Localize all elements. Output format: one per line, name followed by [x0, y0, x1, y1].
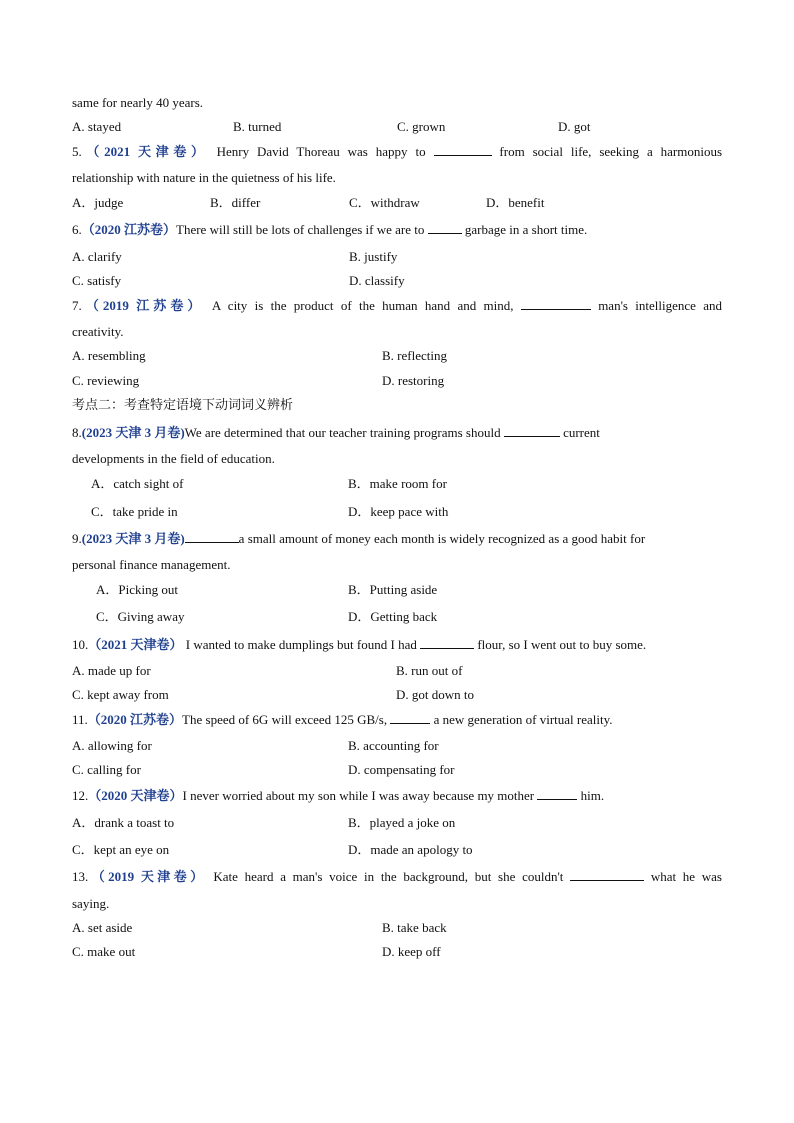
q7-number: 7. [72, 298, 82, 313]
q4-option-c: C. grown [397, 119, 446, 134]
q10-option-a: A. made up for [72, 663, 151, 678]
q7-option-a: A. resembling [72, 348, 146, 363]
q12-option-b: B．played a joke on [348, 815, 456, 830]
q6-option-a: A. clarify [72, 249, 122, 264]
q7-blank [521, 297, 591, 310]
q9-number: 9. [72, 531, 82, 546]
q11-source: （2020 江苏卷） [87, 712, 183, 727]
q11-stem-before: The speed of 6G will exceed 125 GB/s, [182, 712, 388, 727]
q11-option-a: A. allowing for [72, 738, 152, 753]
q6-option-d: D. classify [349, 273, 405, 288]
q12-option-d: D．made an apology to [348, 842, 473, 857]
q10-option-b: B. run out of [396, 663, 463, 678]
q12-stem [72, 787, 722, 805]
q6-option-b: B. justify [349, 249, 398, 264]
q5-stem [72, 143, 722, 161]
q4-stem-text: same for nearly 40 years. [72, 95, 204, 110]
q12-number: 12. [72, 788, 89, 803]
q12-source: （2020 天津卷） [88, 788, 183, 803]
q7-option-d: D. restoring [382, 373, 445, 388]
q10-option-d: D. got down to [396, 687, 474, 702]
q5-stem-after: from social life, seeking a harmonious [499, 144, 723, 159]
q10-option-c: C. kept away from [72, 687, 169, 702]
q9-blank [185, 530, 239, 543]
q13-option-b: B. take back [382, 920, 447, 935]
q10-stem-after: flour, so I went out to buy some. [477, 637, 647, 652]
q6-number: 6. [72, 222, 82, 237]
q12-stem-after: him. [580, 788, 605, 803]
q5-option-a: A．judge [72, 195, 124, 210]
q5-number: 5. [72, 144, 82, 159]
q5-option-c: C．withdraw [349, 195, 420, 210]
q6-option-c: C. satisfy [72, 273, 122, 288]
q5-source: （2021 天津卷） [81, 144, 209, 159]
q8-stem-line2: developments in the field of education. [72, 451, 275, 466]
q8-blank [504, 424, 560, 437]
q7-option-c: C. reviewing [72, 373, 140, 388]
q13-stem-before: Kate heard a man's voice in the background, but she couldn't [213, 869, 564, 884]
q6-stem [72, 221, 722, 239]
q7-source: （2019 江苏卷） [81, 298, 205, 313]
q4-option-b: B. turned [233, 119, 282, 134]
q5-option-b: B．differ [210, 195, 261, 210]
q9-option-a: A．Picking out [96, 582, 178, 597]
q9-stem-after: a small amount of money each month is widely recognized as a good habit for [238, 531, 646, 546]
q6-source: （2020 江苏卷） [81, 222, 177, 237]
q7-stem-after: man's intelligence and [598, 298, 723, 313]
q4-option-d: D. got [558, 119, 591, 134]
q10-source: （2021 天津卷） [88, 637, 183, 652]
q9-stem-line2: personal finance management. [72, 557, 231, 572]
q8-stem-after: current [563, 425, 600, 440]
q11-option-d: D. compensating for [348, 762, 455, 777]
section-heading: 考点二：考查特定语境下动词词义辨析 [72, 398, 294, 413]
q13-option-a: A. set aside [72, 920, 133, 935]
q5-option-d: D．benefit [486, 195, 545, 210]
q4-option-a: A. stayed [72, 119, 122, 134]
q5-stem-before: Henry David Thoreau was happy to [216, 144, 426, 159]
q7-stem [72, 297, 722, 315]
q8-option-c: C．take pride in [91, 504, 178, 519]
q7-option-b: B. reflecting [382, 348, 447, 363]
q9-option-b: B．Putting aside [348, 582, 438, 597]
q8-option-a: A．catch sight of [91, 476, 184, 491]
q8-stem-before: We are determined that our teacher training programs should [184, 425, 501, 440]
q13-stem-after: what he was [650, 869, 722, 884]
q5-stem-line2: relationship with nature in the quietness of his life. [72, 170, 336, 185]
q4-stem [72, 94, 722, 112]
q6-stem-after: garbage in a short time. [464, 222, 588, 237]
q13-stem-line2: saying. [72, 896, 110, 911]
q10-stem [72, 636, 722, 654]
q10-stem-before: I wanted to make dumplings but found I had [185, 637, 417, 652]
q13-number: 13. [72, 869, 89, 884]
q5-blank [434, 143, 492, 156]
q11-option-b: B. accounting for [348, 738, 439, 753]
q7-stem-before: A city is the product of the human hand and mind, [211, 298, 514, 313]
q13-option-c: C. make out [72, 944, 136, 959]
q6-blank [428, 221, 462, 234]
q8-source: (2023 天津 3 月卷) [81, 425, 185, 440]
q8-stem [72, 424, 722, 442]
q8-number: 8. [72, 425, 82, 440]
q13-stem [72, 868, 722, 886]
q13-source: （2019 天津卷） [88, 869, 207, 884]
q11-blank [390, 711, 430, 724]
q13-blank [570, 868, 644, 881]
q6-stem-before: There will still be lots of challenges if we are to [176, 222, 425, 237]
q9-source: (2023 天津 3 月卷) [81, 531, 185, 546]
q8-option-d: D．keep pace with [348, 504, 449, 519]
q9-option-d: D．Getting back [348, 609, 438, 624]
q9-option-c: C．Giving away [96, 609, 185, 624]
q12-option-a: A．drank a toast to [72, 815, 175, 830]
q7-stem-line2: creativity. [72, 324, 124, 339]
q10-number: 10. [72, 637, 89, 652]
q11-stem [72, 711, 722, 729]
q12-blank [537, 787, 577, 800]
q12-option-c: C．kept an eye on [72, 842, 170, 857]
q11-number: 11. [72, 712, 88, 727]
q9-stem [72, 530, 722, 548]
q10-blank [420, 636, 474, 649]
q8-option-b: B．make room for [348, 476, 447, 491]
q11-option-c: C. calling for [72, 762, 141, 777]
q13-option-d: D. keep off [382, 944, 441, 959]
q12-stem-before: I never worried about my son while I was away because my mother [182, 788, 535, 803]
q11-stem-after: a new generation of virtual reality. [433, 712, 613, 727]
